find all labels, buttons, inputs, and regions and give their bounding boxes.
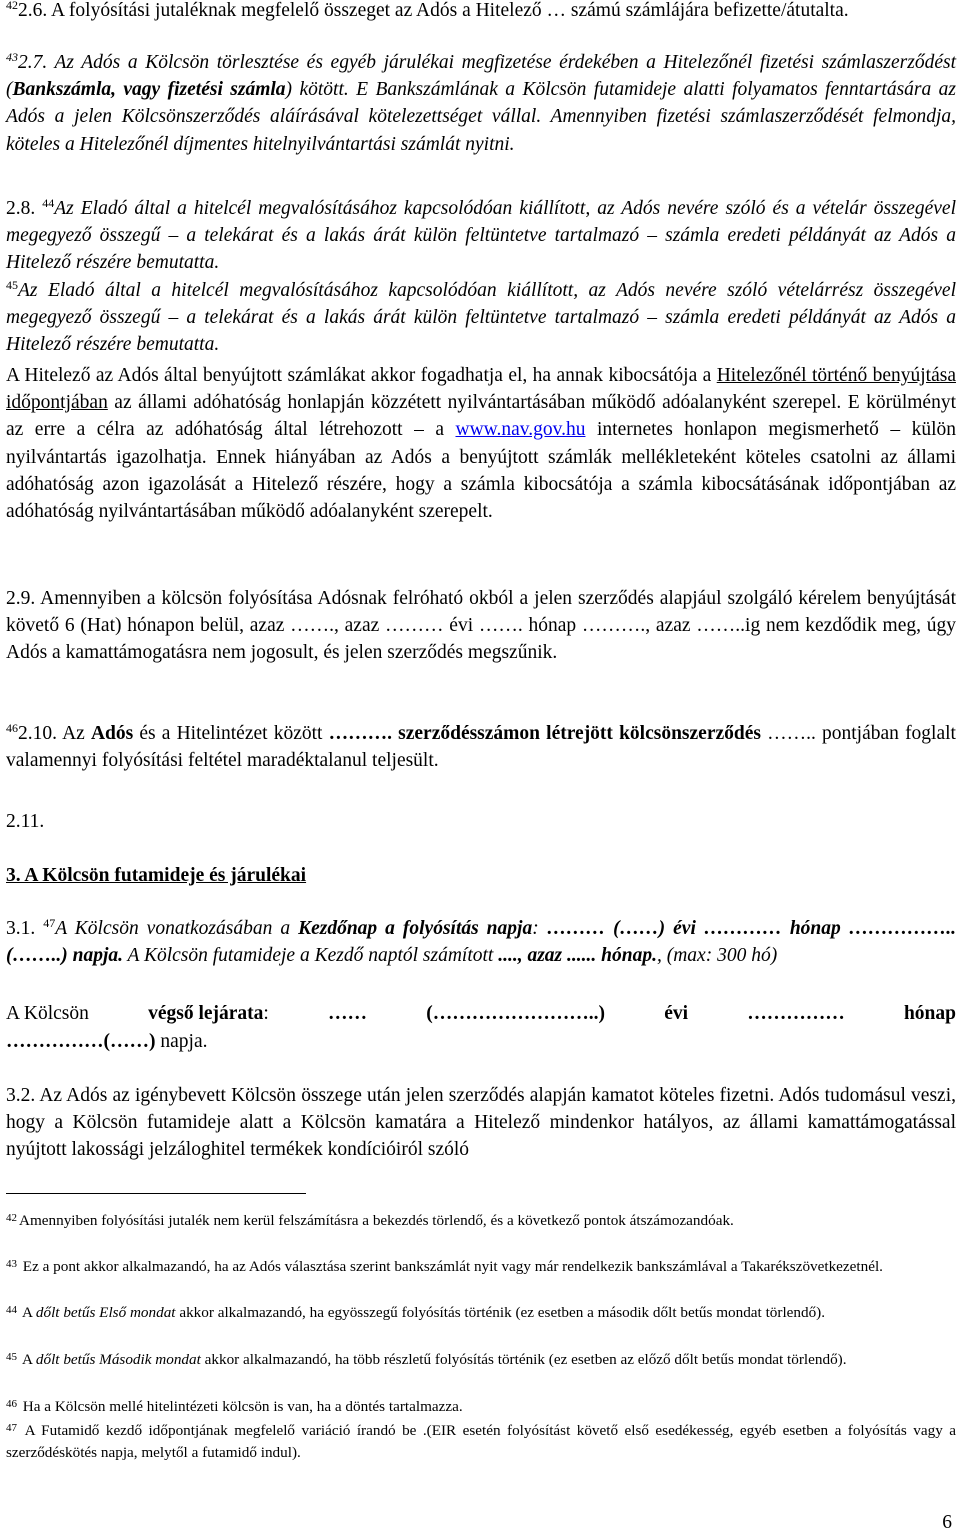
footnote-number: 45 [6,1351,17,1363]
footnote-text: Amennyiben folyósítási jutalék nem kerül felszámításra a bekezdés törlendő, és a következő pontok átszámozandóak. [19,1212,734,1229]
maturity-year: évi [664,1003,689,1024]
footnote-43 [6,1256,956,1278]
invoice-text-2: az állami adóhatóság honlapján közzétett nyilvántartásában működő adóalanyként szerepel. E körülményt az erre a célra az adóhatóság által létrehozott – a [6,392,956,441]
paragraph-2-7 [6,49,956,158]
footnote-42 [6,1210,956,1232]
footnote-ref-43[interactable]: 43 [6,50,18,64]
footnote-ref-47[interactable]: 47 [43,916,56,930]
paragraph-2-10-t3: …….. pontjában foglalt valamennyi folyósítási feltétel maradéktalanul teljesült. [6,723,956,772]
footnote-text: Ha a Kölcsön mellé hitelintézeti kölcsön is van, ha a döntés tartalmazza. [19,1398,463,1415]
paragraph-2-10-t2: és a Hitelintézet között [133,723,329,744]
footnote-44 [6,1302,956,1324]
maturity-blank-2: (……………………..) [426,1003,605,1024]
maturity-blank-4: ……………(……) [6,1031,156,1052]
paragraph-2-9-text: 2.9. Amennyiben a kölcsön folyósítása Adósnak felróható okból a jelen szerződés alapjául szolgáló kérelem benyújtását követő 6 (Hat) hónapon belül, azaz ……., azaz ……… évi ……. hónap ………., azaz ……..ig nem kezdődik meg, úgy Adós a kamattámogatásra nem jogosult, és jelen szerződés megszűnik. [6,588,956,664]
final-maturity-line-2 [6,1028,956,1055]
maturity-month: hónap [903,1003,956,1024]
invoice-text-3: internetes honlapon megismerhető – külön nyilvántartás igazolhatja. Ennek hiányában az Adós a benyújtott számlák mellékleteként köteles csatolni az állami adóhatóság azon igazolását a Hitelező részére, hogy a számla kibocsátója a számla kibocsátásának időpontjában az adóhatóság nyilvántartásában működő adóalanyként szerepelt. [6,419,956,523]
paragraph-2-7-text: 2.7. Az Adós a Kölcsön törlesztése és egyéb járulékai megfizetése érdekében a Hitelezőnél fizetési számlaszerződést ( [6,52,956,101]
paragraph-2-8 [6,195,956,277]
paragraph-2-10-t1: 2.10. Az [18,723,91,744]
paragraph-2-10 [6,720,956,774]
paragraph-3-1-i3: A Kölcsön futamideje a Kezdő naptól számított [123,945,499,967]
invoice-text-1: A Hitelező az Adós által benyújtott számlákat akkor fogadhatja el, ha annak kibocsátója a [6,365,717,386]
maturity-label-bold [148,1000,269,1027]
footnote-italic: dőlt betűs Első mondat [35,1304,176,1321]
footnote-text: Ez a pont akkor alkalmazandó, ha az Adós választása szerint bankszámlát nyit vagy már rendelkezik bankszámlával a Takarékszövetkezetnél. [19,1258,883,1275]
page-number: 6 [942,1512,952,1533]
footnote-text: A Futamidő kezdő időpontjának megfelelő variáció írandó be .(EIR esetén folyósítást követő első esedékesség, egyéb esetben a folyósítás vagy a szerződéskötés napja, melytől a futamidő indul). [6,1422,956,1461]
paragraph-invoice-acceptance [6,362,956,525]
footnote-number: 42 [6,1212,17,1224]
maturity-blank-1: …… [328,1003,368,1024]
maturity-day: napja. [155,1031,208,1052]
paragraph-2-6-text: 2.6. A folyósítási jutaléknak megfelelő összeget az Adós a Hitelező … számú számlájára befizette/átutalta. [18,0,849,21]
footnote-text: A [19,1351,36,1368]
paragraph-2-8-alt [6,277,956,359]
footnote-47 [6,1420,956,1464]
paragraph-2-7-bold: Bankszámla, vagy fizetési számla [12,79,286,101]
paragraph-3-2-text: 3.2. Az Adós az igénybevett Kölcsön összege után jelen szerződés alapján kamatot köteles fizetni. Adós tudomásul veszi, hogy a Kölcsön futamideje alatt a Kölcsön kamatára a Hitelező mindenkor hatályos, az állami kamattámogatással nyújtott lakossági jelzáloghitel termékek kondícióiról szóló [6,1085,956,1161]
footnote-text-2: akkor alkalmazandó, ha több részletű folyósítás történik (ez esetben az előző dőlt betűs mondat törlendő). [200,1351,847,1368]
footnote-number: 47 [6,1422,17,1434]
final-maturity-line [6,1000,956,1027]
footnote-ref-44[interactable]: 44 [42,196,55,210]
paragraph-2-10-adós: Adós [90,723,134,744]
maturity-blank-3: …………… [747,1003,845,1024]
paragraph-3-1 [6,915,956,969]
footnote-ref-45[interactable]: 45 [6,278,18,292]
footnote-divider [6,1193,306,1194]
paragraph-2-6 [6,0,956,24]
footnote-45 [6,1349,956,1371]
footnote-number: 43 [6,1258,17,1270]
maturity-label-2: végső lejárata [148,1003,264,1024]
footnote-text: A [19,1304,36,1321]
maturity-colon: : [263,1003,269,1024]
paragraph-3-1-start-day: Kezdőnap a folyósítás napja [298,918,533,939]
paragraph-2-7-text2: ) kötött. E Bankszámlának a Kölcsön futamideje alatti folyamatos fenntartására az Adós a jelen Kölcsönszerződés aláírásával kötelezettséget vállal. Amennyiben fizetési számlaszerződését felmondja, köteles a Hitelezőnél díjmentes hitelnyilvántartási számlát nyitni. [6,79,957,155]
paragraph-2-10-contract: ………. szerződésszámon létrejött kölcsönszerződés [328,723,761,744]
paragraph-3-1-i1: A Kölcsön vonatkozásában a [55,918,299,939]
nav-gov-link[interactable]: www.nav.gov.hu [455,419,586,441]
paragraph-3-1-prefix: 3.1. [6,918,44,939]
paragraph-2-8-text: Az Eladó által a hitelcél megvalósításához kapcsolódóan kiállított, az Adós nevére szóló és a vételár összegével megegyező összegű – a telekárat és a lakás árát külön feltüntetve tartalmazó – számla eredeti példányát az Adós a Hitelező részére bemutatta. [6,198,957,274]
paragraph-3-1-i2: : [532,918,547,939]
paragraph-2-11 [6,808,956,835]
paragraph-3-1-date-blank: ……… (……) évi ………… hónap ……………..(……..) napja. [6,918,957,967]
invoice-underlined: Hitelezőnél történő benyújtása időpontjában [6,365,956,414]
footnote-number: 46 [6,1398,17,1410]
paragraph-3-1-duration-blank: ...., azaz ...... hónap. [498,945,657,967]
footnote-ref-46[interactable]: 46 [6,721,18,735]
paragraph-3-2 [6,1082,956,1164]
section-3-heading: 3. A Kölcsön futamideje és járulékai [6,865,307,886]
footnote-italic: dőlt betűs Második mondat [35,1351,201,1368]
footnote-ref-42[interactable]: 42 [6,0,18,12]
paragraph-3-1-max: , (max: 300 hó) [656,945,778,967]
footnote-46 [6,1396,956,1418]
paragraph-2-9 [6,585,956,667]
footnote-number: 44 [6,1304,17,1316]
footnote-text-2: akkor alkalmazandó, ha egyösszegű folyósítás történik (ez esetben a második dőlt betűs mondat törlendő). [175,1304,826,1321]
paragraph-2-11-text: 2.11. [6,811,45,832]
paragraph-2-8-alt-text: Az Eladó által a hitelcél megvalósításához kapcsolódóan kiállított, az Adós nevére szóló vételárrész összegével megegyező összegű – a telekárat és a lakás árát külön feltüntetve tartalmazó – számla eredeti példányát az Adós a Hitelező részére bemutatta. [6,280,956,356]
maturity-label-1: A Kölcsön [6,1003,89,1024]
paragraph-2-8-prefix: 2.8. [6,198,43,219]
